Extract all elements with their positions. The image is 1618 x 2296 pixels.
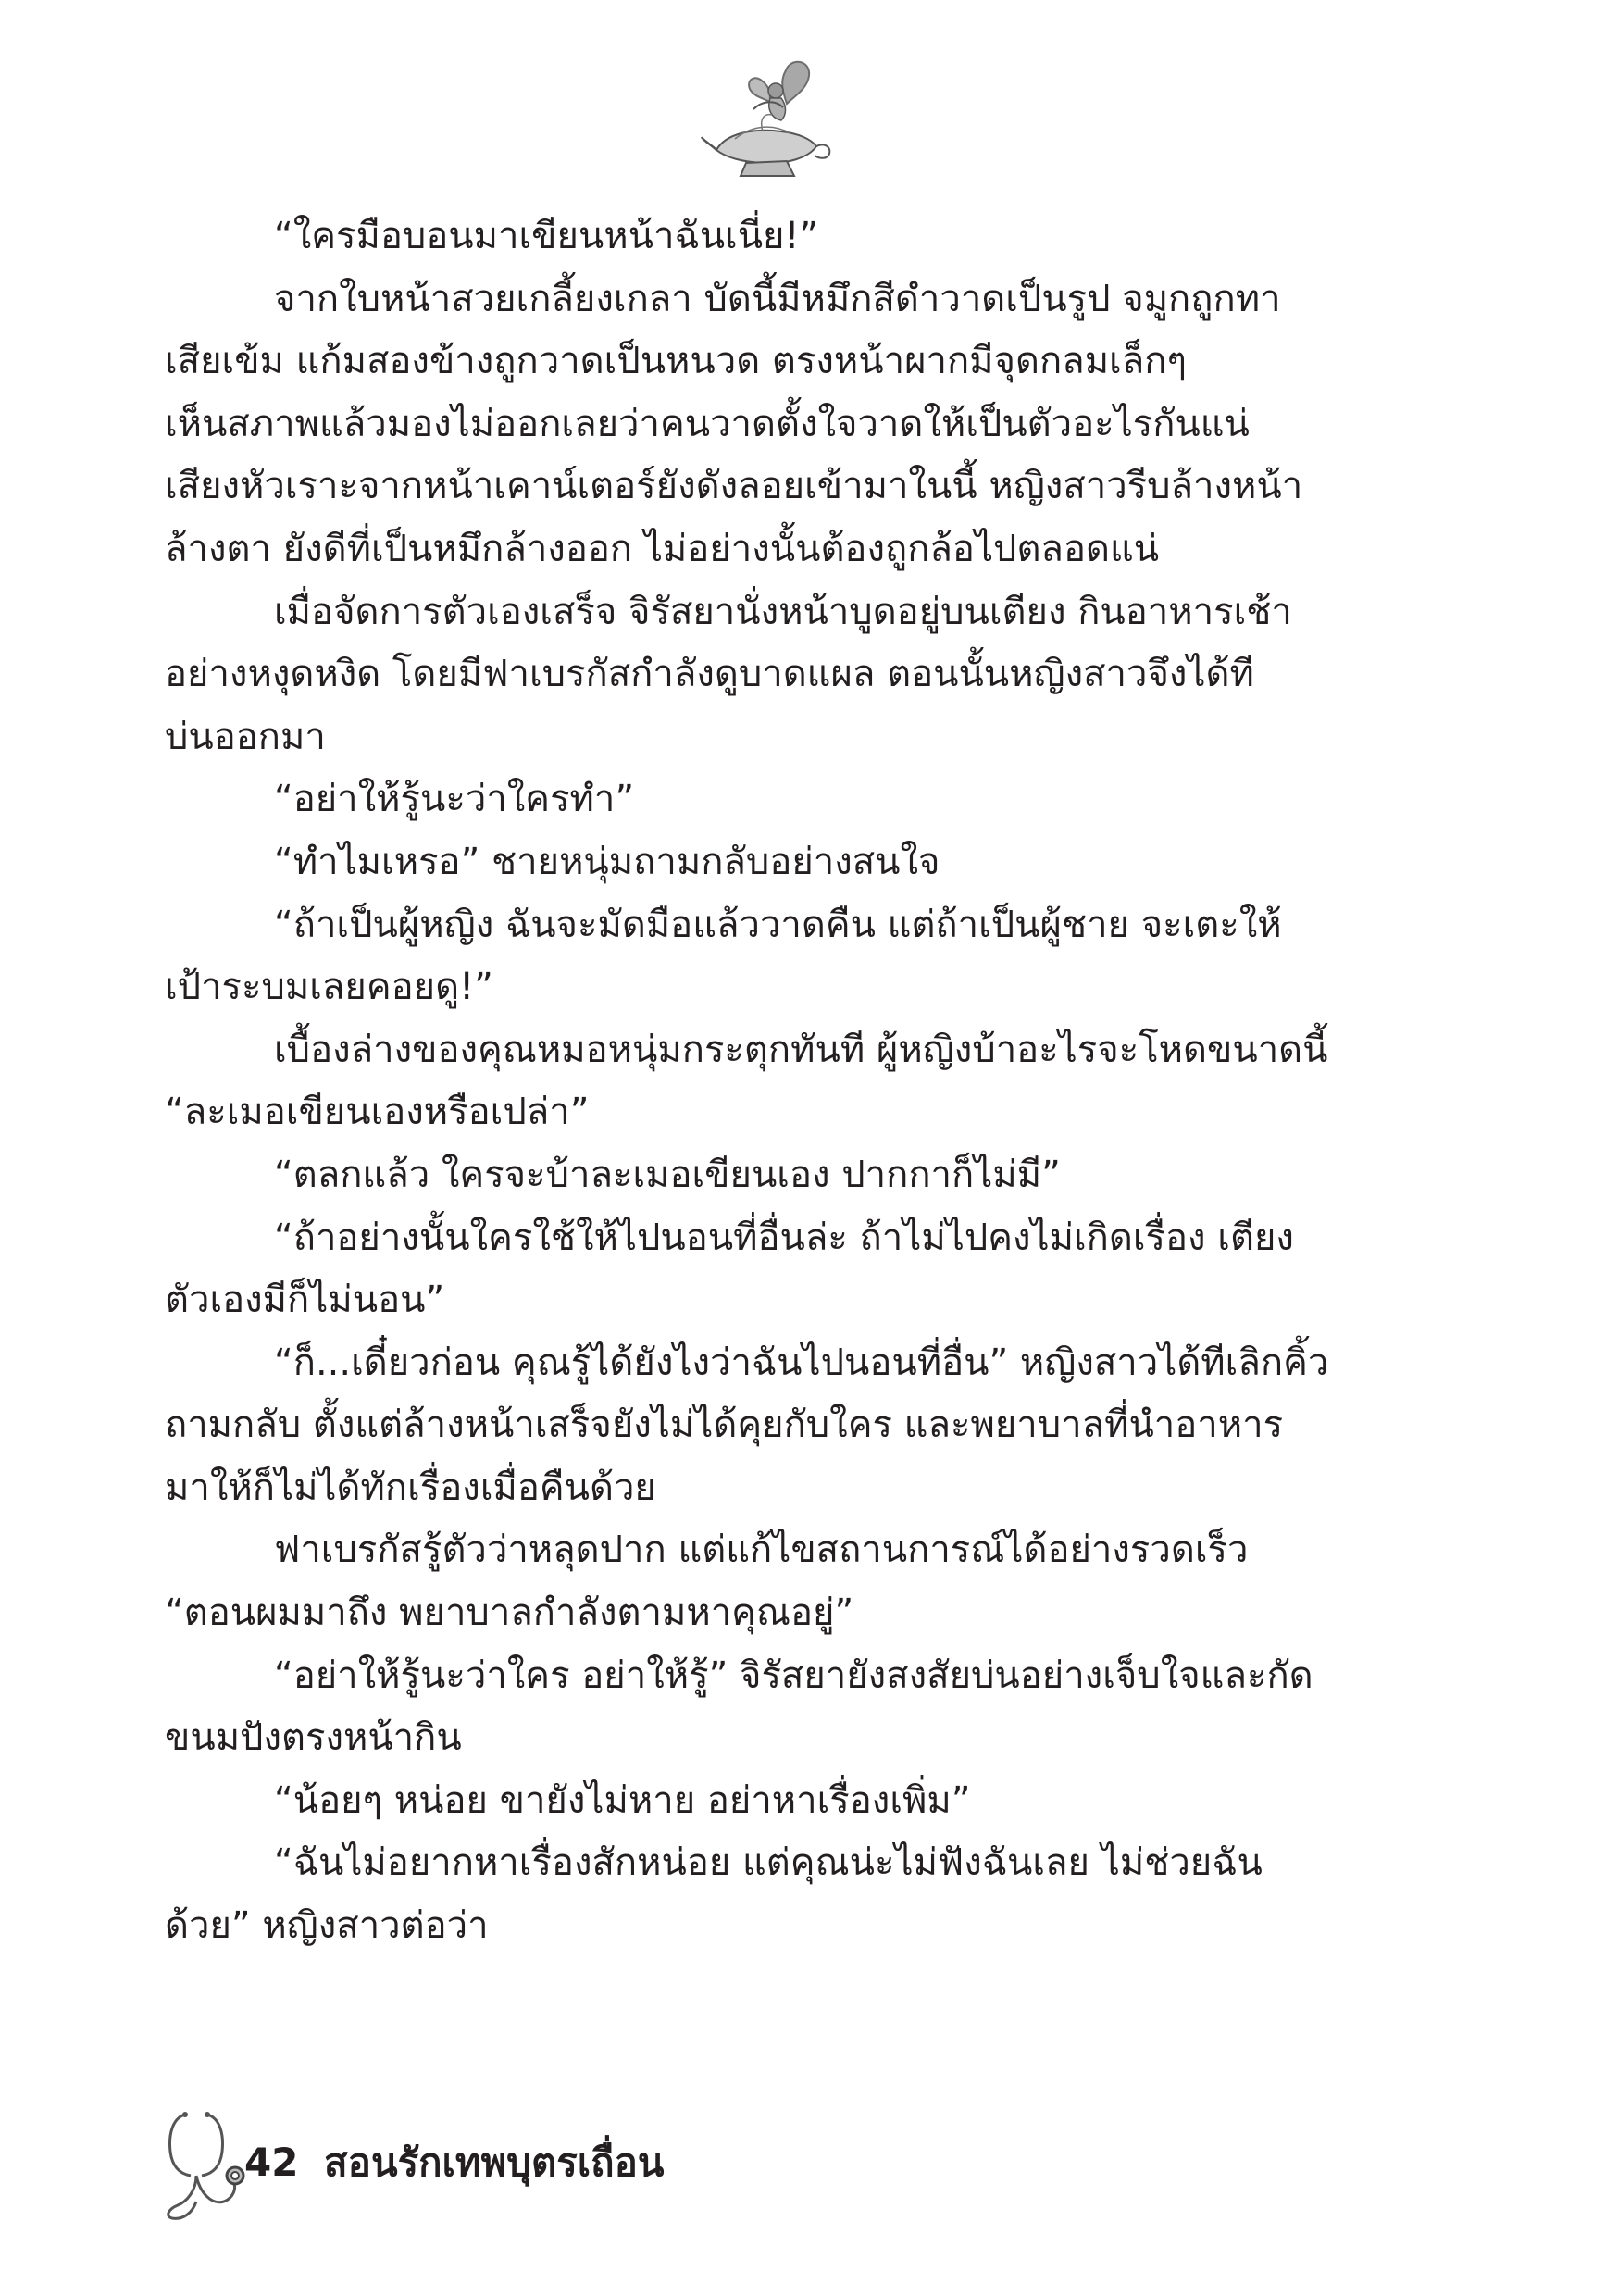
text-line: “น้อยๆ หน่อย ขายังไม่หาย อย่าหาเรื่องเพิ่ม” bbox=[274, 1778, 971, 1822]
text-line: “ถ้าเป็นผู้หญิง ฉันจะมัดมือแล้ววาดคืน แต่ถ้าเป็นผู้ชาย จะเตะให้ bbox=[274, 903, 1282, 946]
text-line: “ตอนผมมาถึง พยาบาลกำลังตามหาคุณอยู่” bbox=[165, 1591, 854, 1635]
story-text bbox=[165, 206, 1350, 1958]
text-line: “ทำไมเหรอ” ชายหนุ่มถามกลับอย่างสนใจ bbox=[274, 840, 940, 883]
text-line: “อย่าให้รู้นะว่าใครทำ” bbox=[274, 778, 635, 821]
page-footer bbox=[159, 2109, 992, 2220]
text-line: เสียงหัวเราะจากหน้าเคาน์เตอร์ยังดังลอยเข้ามาในนี้ หญิงสาวรีบล้างหน้า bbox=[165, 465, 1303, 508]
text-line: อย่างหงุดหงิด โดยมีฟาเบรกัสกำลังดูบาดแผล ตอนนั้นหญิงสาวจึงได้ที bbox=[165, 653, 1254, 696]
text-line: “ก็...เดี๋ยวก่อน คุณรู้ได้ยังไงว่าฉันไปนอนที่อื่น” หญิงสาวได้ทีเลิกคิ้ว bbox=[274, 1341, 1329, 1384]
text-line: “อย่าให้รู้นะว่าใคร อย่าให้รู้” จิรัสยายังสงสัยบ่นอย่างเจ็บใจและกัด bbox=[274, 1653, 1313, 1697]
text-line: มาให้ก็ไม่ได้ทักเรื่องเมื่อคืนด้วย bbox=[165, 1466, 656, 1509]
text-line: ขนมปังตรงหน้ากิน bbox=[165, 1716, 462, 1760]
text-line: “ตลกแล้ว ใครจะบ้าละเมอเขียนเอง ปากกาก็ไม่มี” bbox=[274, 1153, 1061, 1196]
text-line: ตัวเองมีก็ไม่นอน” bbox=[165, 1279, 445, 1322]
text-line: ล้างตา ยังดีที่เป็นหมึกล้างออก ไม่อย่างนั้นต้องถูกล้อไปตลอดแน่ bbox=[165, 527, 1160, 570]
text-line: “ฉันไม่อยากหาเรื่องสักหน่อย แต่คุณน่ะไม่ฟังฉันเลย ไม่ช่วยฉัน bbox=[274, 1841, 1263, 1885]
text-line: “ละเมอเขียนเองหรือเปล่า” bbox=[165, 1091, 590, 1134]
text-line: เสียเข้ม แก้มสองข้างถูกวาดเป็นหนวด ตรงหน้าผากมีจุดกลมเล็กๆ bbox=[165, 340, 1187, 383]
stethoscope-icon bbox=[159, 2109, 252, 2220]
text-line: ถามกลับ ตั้งแต่ล้างหน้าเสร็จยังไม่ได้คุยกับใคร และพยาบาลที่นำอาหาร bbox=[165, 1404, 1284, 1447]
text-line: เห็นสภาพแล้วมองไม่ออกเลยว่าคนวาดตั้งใจวาดให้เป็นตัวอะไรกันแน่ bbox=[165, 402, 1250, 445]
text-line: เป้าระบมเลยคอยดู!” bbox=[165, 966, 493, 1009]
lamp-with-cupid-ornament-icon bbox=[698, 54, 837, 183]
text-line: “ถ้าอย่างนั้นใครใช้ให้ไปนอนที่อื่นล่ะ ถ้าไม่ไปคงไม่เกิดเรื่อง เตียง bbox=[274, 1216, 1294, 1259]
text-line: เมื่อจัดการตัวเองเสร็จ จิรัสยานั่งหน้าบูดอยู่บนเตียง กินอาหารเช้า bbox=[274, 590, 1292, 633]
text-line: เบื้องล่างของคุณหมอหนุ่มกระตุกทันที ผู้หญิงบ้าอะไรจะโหดขนาดนี้ bbox=[274, 1028, 1328, 1071]
text-line: ฟาเบรกัสรู้ตัวว่าหลุดปาก แต่แก้ไขสถานการณ์ได้อย่างรวดเร็ว bbox=[274, 1529, 1249, 1572]
book-title: สอนรักเทพบุตรเถื่อน bbox=[324, 2140, 665, 2185]
text-line: บ่นออกมา bbox=[165, 715, 326, 758]
text-line: ด้วย” หญิงสาวต่อว่า bbox=[165, 1904, 489, 1948]
text-line: จากใบหน้าสวยเกลี้ยงเกลา บัดนี้มีหมึกสีดำวาดเป็นรูป จมูกถูกทา bbox=[274, 277, 1281, 320]
page-number: 42 bbox=[244, 2140, 299, 2185]
text-line: “ใครมือบอนมาเขียนหน้าฉันเนี่ย!” bbox=[274, 215, 819, 257]
